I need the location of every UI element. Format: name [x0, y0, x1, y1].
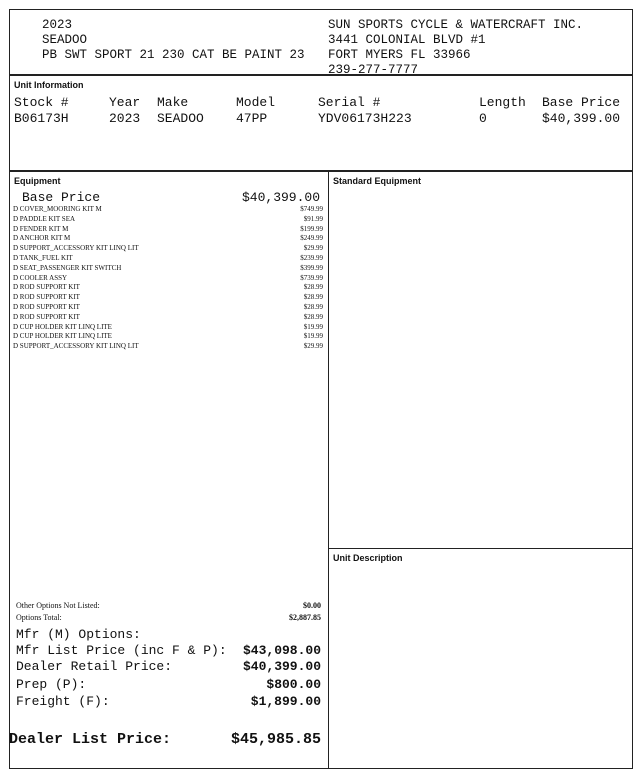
equipment-item-price: $91.99 [303, 214, 323, 223]
mfr-list-price-value: $43,098.00 [242, 643, 321, 658]
standard-equipment-title: Standard Equipment [333, 176, 422, 186]
unit-year-value: 2023 [109, 111, 141, 126]
dealer-list-price-value: $45,985.85 [230, 731, 321, 748]
mfr-list-price-label: Mfr List Price (inc F & P): [16, 643, 227, 658]
equipment-item-price: $28.99 [303, 312, 323, 321]
equipment-item-price: $28.99 [303, 293, 323, 302]
prep-label: Prep (P): [16, 677, 87, 692]
dealer-name: SUN SPORTS CYCLE & WATERCRAFT INC. [328, 18, 584, 32]
equipment-item-name: D SUPPORT_ACCESSORY KIT LINQ LIT [13, 342, 139, 351]
equipment-item-name: D CUP HOLDER KIT LINQ LITE [13, 332, 112, 341]
equipment-item [13, 225, 323, 235]
unit-serial-value: YDV06173H223 [318, 111, 412, 126]
equipment-item [13, 303, 323, 313]
mfr-options-row [16, 626, 321, 643]
other-options-row [16, 600, 321, 612]
other-options-label: Other Options Not Listed: [16, 601, 100, 610]
dealer-address: 3441 COLONIAL BLVD #1 [328, 33, 486, 47]
mfr-options-label: Mfr (M) Options: [16, 627, 141, 642]
dealer-retail-value: $40,399.00 [242, 659, 321, 674]
equipment-item-name: D PADDLE KIT SEA [13, 214, 76, 223]
prep-row [16, 676, 321, 693]
equipment-item-name: D ROD SUPPORT KIT [13, 293, 80, 302]
equipment-item [13, 332, 323, 342]
equipment-item-name: D FENDER KIT M [13, 224, 69, 233]
unit-header-stock: Stock # [14, 95, 69, 110]
equipment-title: Equipment [14, 176, 61, 186]
dealer-retail-row [16, 658, 321, 675]
dealer-list-price-row [9, 728, 321, 754]
equipment-item-price: $749.99 [300, 205, 323, 213]
base-price-value: $40,399.00 [241, 190, 320, 205]
equipment-item [13, 293, 323, 303]
equipment-item-price: $239.99 [300, 254, 323, 262]
base-price-label: Base Price [22, 190, 101, 205]
equipment-item [13, 254, 323, 264]
unit-header-make: Make [157, 95, 189, 110]
equipment-item-price: $29.99 [303, 342, 323, 351]
standard-equipment-box [328, 171, 633, 549]
freight-row [16, 693, 321, 710]
equipment-item-price: $29.99 [303, 244, 323, 253]
equipment-item-name: D TANK_FUEL KIT [13, 254, 73, 262]
dealer-list-price-label: Dealer List Price: [9, 731, 172, 748]
equipment-item [13, 283, 323, 293]
unit-base-price-value: $40,399.00 [542, 111, 621, 126]
equipment-item [13, 205, 323, 215]
unit-model-value: 47PP [236, 111, 268, 126]
options-total-value: $2,887.85 [289, 613, 321, 622]
header-model-desc: PB SWT SPORT 21 230 CAT BE PAINT 23 [42, 48, 305, 62]
options-total-label: Options Total: [16, 613, 62, 622]
equipment-item-name: D ROD SUPPORT KIT [13, 283, 80, 292]
equipment-item-name: D COOLER ASSY [13, 273, 68, 282]
unit-make-value: SEADOO [157, 111, 204, 126]
prep-value: $800.00 [266, 677, 321, 692]
header-make: SEADOO [42, 33, 88, 47]
unit-length-value: 0 [479, 111, 487, 126]
equipment-item-name: D ANCHOR KIT M [13, 234, 71, 243]
mfr-list-price-row [16, 642, 321, 659]
equipment-item-name: D SUPPORT_ACCESSORY KIT LINQ LIT [13, 244, 139, 253]
equipment-item-name: D CUP HOLDER KIT LINQ LITE [13, 322, 112, 331]
equipment-item-name: D SEAT_PASSENGER KIT SWITCH [13, 263, 122, 272]
equipment-item-price: $249.99 [300, 234, 323, 243]
unit-header-base-price: Base Price [542, 95, 621, 110]
equipment-item [13, 313, 323, 323]
header-year: 2023 [42, 18, 73, 32]
unit-header-length: Length [479, 95, 526, 110]
equipment-item [13, 274, 323, 284]
equipment-item-price: $399.99 [300, 263, 323, 272]
equipment-item [13, 244, 323, 254]
equipment-item [13, 323, 323, 333]
equipment-item-name: D ROD SUPPORT KIT [13, 312, 80, 321]
dealer-phone: 239-277-7777 [328, 63, 419, 77]
unit-description-title: Unit Description [333, 553, 403, 563]
equipment-item-name: D COVER_MOORING KIT M [13, 205, 102, 213]
equipment-item-price: $19.99 [303, 332, 323, 341]
unit-information-title: Unit Information [14, 80, 84, 90]
equipment-item-price: $19.99 [303, 322, 323, 331]
unit-information-box [9, 75, 633, 171]
equipment-item [13, 342, 323, 352]
equipment-item [13, 234, 323, 244]
unit-description-box [328, 548, 633, 769]
unit-header-serial: Serial # [318, 95, 381, 110]
freight-label: Freight (F): [16, 694, 110, 709]
unit-stock-value: B06173H [14, 111, 69, 126]
equipment-item-price: $28.99 [303, 303, 323, 311]
unit-header-year: Year [109, 95, 141, 110]
dealer-city: FORT MYERS FL 33966 [328, 48, 471, 62]
equipment-item-price: $739.99 [300, 273, 323, 282]
equipment-item [13, 215, 323, 225]
freight-value: $1,899.00 [250, 694, 321, 709]
other-options-value: $0.00 [303, 601, 321, 610]
dealer-retail-label: Dealer Retail Price: [16, 659, 173, 674]
options-total-row [16, 612, 321, 624]
unit-header-model: Model [236, 95, 276, 110]
equipment-item-price: $28.99 [303, 283, 323, 292]
equipment-item-name: D ROD SUPPORT KIT [13, 303, 80, 311]
header-box [9, 9, 633, 75]
equipment-item-price: $199.99 [300, 224, 323, 233]
equipment-item [13, 264, 323, 274]
